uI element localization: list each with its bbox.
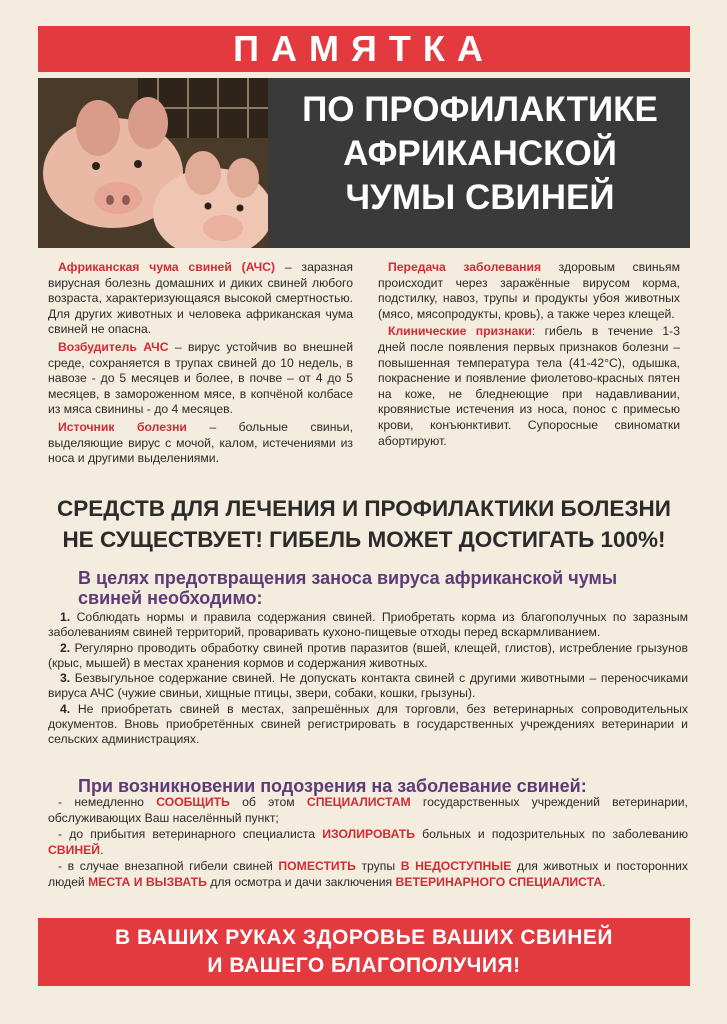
hero-title: [270, 88, 690, 220]
item-text: Безвыгульное содержание свиней. Не допускать контакта свиней с другими животными – переносчиками вируса АЧС (чужие свиньи, хищные птицы, звери, собаки, кошки, грызуны).: [48, 671, 688, 701]
suspicion-list: [48, 795, 688, 892]
paragraph-disease: [48, 260, 353, 338]
footer-banner: [38, 918, 690, 986]
text-symptoms: : гибель в течение 1-3 дней после появления первых признаков болезни – повышенная температура тела (41-42°С), одышка, покраснение и появление фиолетово-красных пятен на коже, не бледнеющие при надавливании, кровянистые истечения из носа, понос с примесью крови, конъюнктивит. Супоросные свиноматки абортируют.: [378, 324, 681, 448]
right-column: [378, 260, 680, 451]
footer-line2: И ВАШЕГО БЛАГОПОЛУЧИЯ!: [207, 954, 521, 977]
item-number: 1.: [60, 610, 71, 624]
warning-headline: [38, 493, 690, 555]
hero-title-line1: ПО ПРОФИЛАКТИКЕ: [302, 90, 658, 129]
item-text: Соблюдать нормы и правила содержания свиней. Приобретать корма из благополучных по заразным заболеваниям свиней территорий, проваривать кухоно-пищевые отходы перед вскармливанием.: [48, 610, 688, 640]
item-number: 4.: [60, 701, 71, 716]
measures-list: [48, 610, 688, 748]
term-disease: Африканская чума свиней (АЧС): [58, 260, 276, 274]
item-number: 3.: [60, 671, 71, 686]
warning-line2: НЕ СУЩЕСТВУЕТ! ГИБЕЛЬ МОЖЕТ ДОСТИГАТЬ 100%!: [62, 527, 666, 552]
item-text: Не приобретать свиней в местах, запрешённых для торговли, без ветеринарных сопроводительных документов. Вновь приобретённых свиней регистрировать в государственных учреждениях ветеринарии и сельских администрациях.: [48, 701, 688, 747]
paragraph-symptoms: [378, 324, 680, 449]
pigs-photo: [38, 78, 268, 248]
suspicion-title: При возникновении подозрения на заболевание свиней:: [78, 776, 587, 796]
measures-title: В целях предотвращения заноса вируса африканской чумы свиней необходимо:: [78, 568, 618, 608]
term-transmission: Передача заболевания: [388, 260, 542, 274]
footer-line1: В ВАШИХ РУКАХ ЗДОРОВЬЕ ВАШИХ СВИНЕЙ: [114, 926, 614, 949]
hero-banner: [38, 78, 690, 248]
hero-title-line2: АФРИКАНСКОЙ: [343, 134, 617, 173]
page-title: ПАМЯТКА: [233, 28, 495, 69]
list-item: - немедленно СООБЩИТЬ об этом СПЕЦИАЛИСТАМ государственных учреждений ветеринарии, обслуживающих Ваш населённый пункт;: [48, 795, 688, 825]
list-item: [48, 702, 688, 748]
paragraph-transmission: [378, 260, 680, 322]
item-text: Регулярно проводить обработку свиней против паразитов (вшей, клещей, глистов), истребление грызунов (крыс, мышей) в местах хранения кормов и содержания животных.: [48, 640, 688, 670]
term-source: Источник болезни: [58, 419, 187, 434]
warning-line1: СРЕДСТВ ДЛЯ ЛЕЧЕНИЯ И ПРОФИЛАКТИКИ БОЛЕЗНИ: [57, 496, 671, 521]
list-item: - до прибытия ветеринарного специалиста ИЗОЛИРОВАТЬ больных и подозрительных по заболеванию СВИНЕЙ.: [48, 827, 689, 857]
term-symptoms: Клинические признаки: [388, 324, 532, 339]
term-pathogen: Возбудитель АЧС: [58, 339, 169, 354]
left-column: [48, 260, 353, 469]
pigs-illustration: [38, 78, 268, 248]
list-item: [48, 610, 688, 641]
list-item: - в случае внезапной гибели свиней ПОМЕСТИТЬ трупы В НЕДОСТУПНЫЕ для животных и посторонних людей МЕСТА И ВЫЗВАТЬ для осмотра и дачи заключения ВЕТЕРИНАРНОГО СПЕЦИАЛИСТА.: [48, 859, 688, 889]
list-item: [48, 641, 688, 672]
item-number: 2.: [60, 640, 71, 655]
list-item: [48, 671, 688, 702]
text-pathogen: – вирус устойчив во внешней среде, сохраняется в трупах свиней до 10 недель, в навозе - до 5 месяцев и более, в почве – от 4 до 5 месяцев, в замороженном мясе, в копчёной колбасе из мяса свинины - до 4 месяцев.: [48, 339, 353, 417]
hero-title-line3: ЧУМЫ СВИНЕЙ: [345, 178, 615, 217]
text-source: – больные свиньи, выделяющие вирус с мочой, калом, истечениями из носа и другими выделениями.: [48, 419, 354, 466]
paragraph-pathogen: [48, 340, 353, 418]
text-disease: – заразная вирусная болезнь домашних и диких свиней любого возраста, характеризующаяся высокой смертностью. Для других животных и человека африканская чума свиней не опасна.: [48, 260, 353, 337]
text-transmission: здоровым свиньям происходит через заражённые вирусом корма, подстилку, навоз, трупы и продукты убоя животных (мясо, мясопродукты, кровь), а также через клещей.: [378, 260, 680, 321]
paragraph-source: [48, 420, 353, 467]
title-banner: [38, 26, 690, 72]
